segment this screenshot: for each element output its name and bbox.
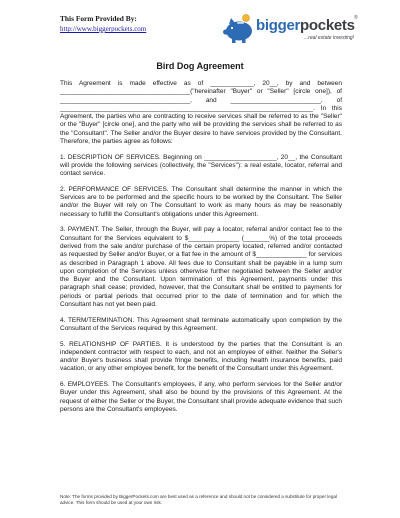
provided-by-label: This Form Provided By: bbox=[60, 14, 137, 23]
document-title: Bird Dog Agreement bbox=[156, 61, 244, 71]
employees-paragraph: 6. EMPLOYEES. The Consultant's employees, if any, who perform services for the Seller and/or Buyer under this Agreement, shall also be bound by the provisions of this Agreement. At the request of either the Seller or the Buyer, the Consultant shall provide adequate evidence that such persons are the Consultant's employees. bbox=[60, 380, 344, 413]
intro-paragraph: This Agreement is made effective as of ____________, 20__, by and between ____________________________________("hereinafter "Buyer" or "Seller" [circle one]), of ____________________________________, and _________________________, of ______________________________________________________________________. In this Agreement, the parties who are contracting to receive services shall be referred to as the "Seller" or the "Buyer" [circle one], and the party who will be providing the services shall be referred to as the "Consultant". The Seller and/or the Buyer desire to have services provided by the Consultant. Therefore, the parties agree as follows: bbox=[60, 80, 344, 146]
footer-note: Note: The forms provided by BiggerPockets.com are best used as a reference and should not be considered a substitute for proper legal advice. This form should be used at your own risk. bbox=[60, 494, 337, 505]
piggy-bank-icon bbox=[220, 14, 256, 44]
relationship-of-parties-paragraph: 5. RELATIONSHIP OF PARTIES. It is understood by the parties that the Consultant is an independent contractor with respect to each, and not an employee of either. Neither the Seller's and/or Buyer's business shall provide fringe benefits, including health insurance benefits, paid vacation, or any other employee benefit, for the benefit of the Consultant under this Agreement. bbox=[60, 340, 344, 373]
logo-word-bigger: bigger bbox=[256, 17, 301, 34]
performance-of-services-paragraph: 2. PERFORMANCE OF SERVICES. The Consultant shall determine the manner in which the Services are to be performed and the specific hours to be worked by the Consultant. The Seller and/or the Buyer will rely on The Consultant to work as many hours as may be reasonably necessary to fulfill the Consultant's obligations under this Agreement. bbox=[60, 185, 344, 218]
description-of-services-paragraph: 1. DESCRIPTION OF SERVICES. Beginning on ____________________, 20__, the Consultant will provide the following services (collectively, the "Services"): a real estate, locator, referral and contact service. bbox=[60, 153, 344, 178]
logo-word-pockets: pockets bbox=[300, 17, 355, 34]
payment-paragraph: 3. PAYMENT. The Seller, through the Buyer, will pay a locator, referral and/or contact fee to the Consultant for the Services equivalent to $______________ (_______%) of the total proceeds derived from the sale and/or purchase of the certain property located, referred and/or contacted as requested by Seller and/or Buyer, or a flat fee in the amount of $______________ for services as described in Paragraph 1 above. All fees due to Consultant shall be payable in a lump sum upon completion of the Services unless otherwise further negotiated between the Seller and/or the Buyer and the Consultant. Upon termination of this Agreement, payments under this paragraph shall cease; provided, however, that the Consultant shall be entitled to payments for periods or partial periods that occurred prior to the date of termination and for which the Consultant has not yet been paid. bbox=[60, 226, 344, 309]
footer-disclaimer bbox=[60, 494, 342, 505]
biggerpockets-logo[interactable] bbox=[220, 14, 360, 46]
registered-mark: ® bbox=[354, 15, 358, 21]
agreement-body bbox=[60, 80, 342, 421]
header bbox=[60, 12, 360, 46]
logo-wordmark bbox=[256, 18, 355, 33]
website-link[interactable]: http://www.biggerpockets.com bbox=[60, 25, 147, 33]
logo-tagline: ...real estate investing! bbox=[304, 35, 355, 41]
term-termination-paragraph: 4. TERM/TERMINATION. This Agreement shall terminate automatically upon completion by the Consultant of the Services required by this Agreement. bbox=[60, 316, 344, 332]
